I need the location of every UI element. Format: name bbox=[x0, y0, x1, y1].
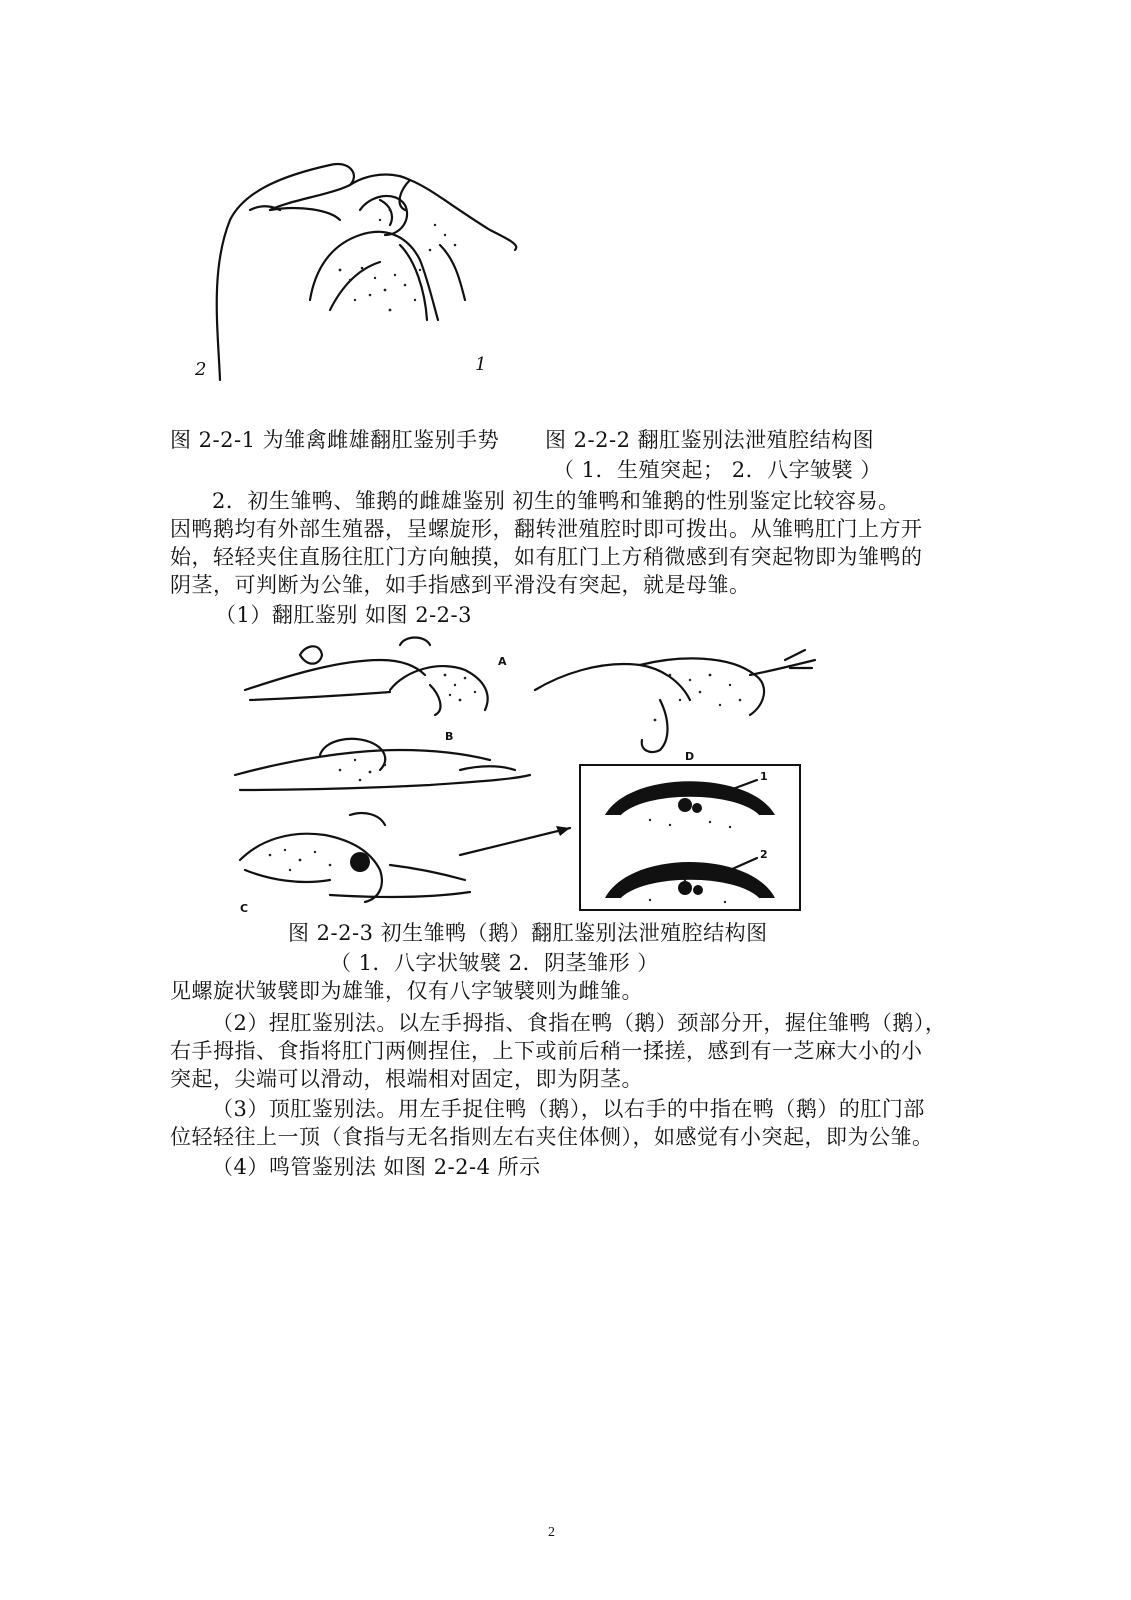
inset-label-1: 1 bbox=[760, 770, 768, 783]
figure3-label-A: A bbox=[498, 655, 507, 668]
caption-figure-2-2-1: 图 2-2-1 为雏禽雌雄翻肛鉴别手势 bbox=[170, 428, 500, 452]
paragraph-line: 始，轻轻夹住直肠往肛门方向触摸，如有肛门上方稍微感到有突起物即为雏鸭的 bbox=[170, 545, 923, 569]
caption-figure-2-2-2: 图 2-2-2 翻肛鉴别法泄殖腔结构图 bbox=[545, 428, 875, 452]
paragraph-line: （2）捏肛鉴别法。以左手拇指、食指在鸭（鹅）颈部分开，握住雏鸭（鹅）， bbox=[212, 1011, 947, 1035]
paragraph-line: 2．初生雏鸭、雏鹅的雌雄鉴别 初生的雏鸭和雏鹅的性别鉴定比较容易。 bbox=[212, 489, 900, 513]
page-number: 2 bbox=[548, 1525, 555, 1540]
caption-legend: （ 1．生殖突起； 2．八字皱襞 ） bbox=[553, 458, 882, 482]
figure1-label-2: 2 bbox=[195, 359, 207, 380]
paragraph-line: 阴茎，可判断为公雏，如手指感到平滑没有突起，就是母雏。 bbox=[170, 573, 751, 597]
paragraph-line: 位轻轻往上一顶（食指与无名指则左右夹住体侧），如感觉有小突起，即为公雏。 bbox=[170, 1125, 934, 1149]
paragraph-line: 因鸭鹅均有外部生殖器，呈螺旋形，翻转泄殖腔时即可拨出。从雏鸭肛门上方开 bbox=[170, 517, 923, 541]
figure1-label-1: 1 bbox=[475, 354, 487, 375]
figure-hand-illustration bbox=[190, 150, 550, 390]
figure3-label-D: D bbox=[685, 750, 695, 763]
figure3-label-C: C bbox=[240, 902, 249, 915]
caption-figure-2-2-3: 图 2-2-3 初生雏鸭（鹅）翻肛鉴别法泄殖腔结构图 bbox=[288, 921, 768, 945]
paragraph-line: 见螺旋状皱襞即为雄雏，仅有八字皱襞则为雌雏。 bbox=[170, 979, 643, 1003]
caption-figure-2-2-3-legend: （ 1．八字状皱襞 2．阴茎雏形 ） bbox=[330, 951, 659, 975]
paragraph-line: 突起，尖端可以滑动，根端相对固定，即为阴茎。 bbox=[170, 1067, 643, 1091]
paragraph-line: （3）顶肛鉴别法。用左手捉住鸭（鹅），以右手的中指在鸭（鹅）的肛门部 bbox=[212, 1097, 925, 1121]
figure3-label-B: B bbox=[445, 730, 454, 743]
section-heading: （1）翻肛鉴别 如图 2-2-3 bbox=[215, 603, 472, 627]
figure-2-2-3-illustration bbox=[230, 630, 820, 915]
section-heading: （4）鸣管鉴别法 如图 2-2-4 所示 bbox=[212, 1155, 541, 1179]
inset-label-2: 2 bbox=[760, 848, 768, 861]
paragraph-line: 右手拇指、食指将肛门两侧捏住，上下或前后稍一揉搓，感到有一芝麻大小的小 bbox=[170, 1039, 923, 1063]
